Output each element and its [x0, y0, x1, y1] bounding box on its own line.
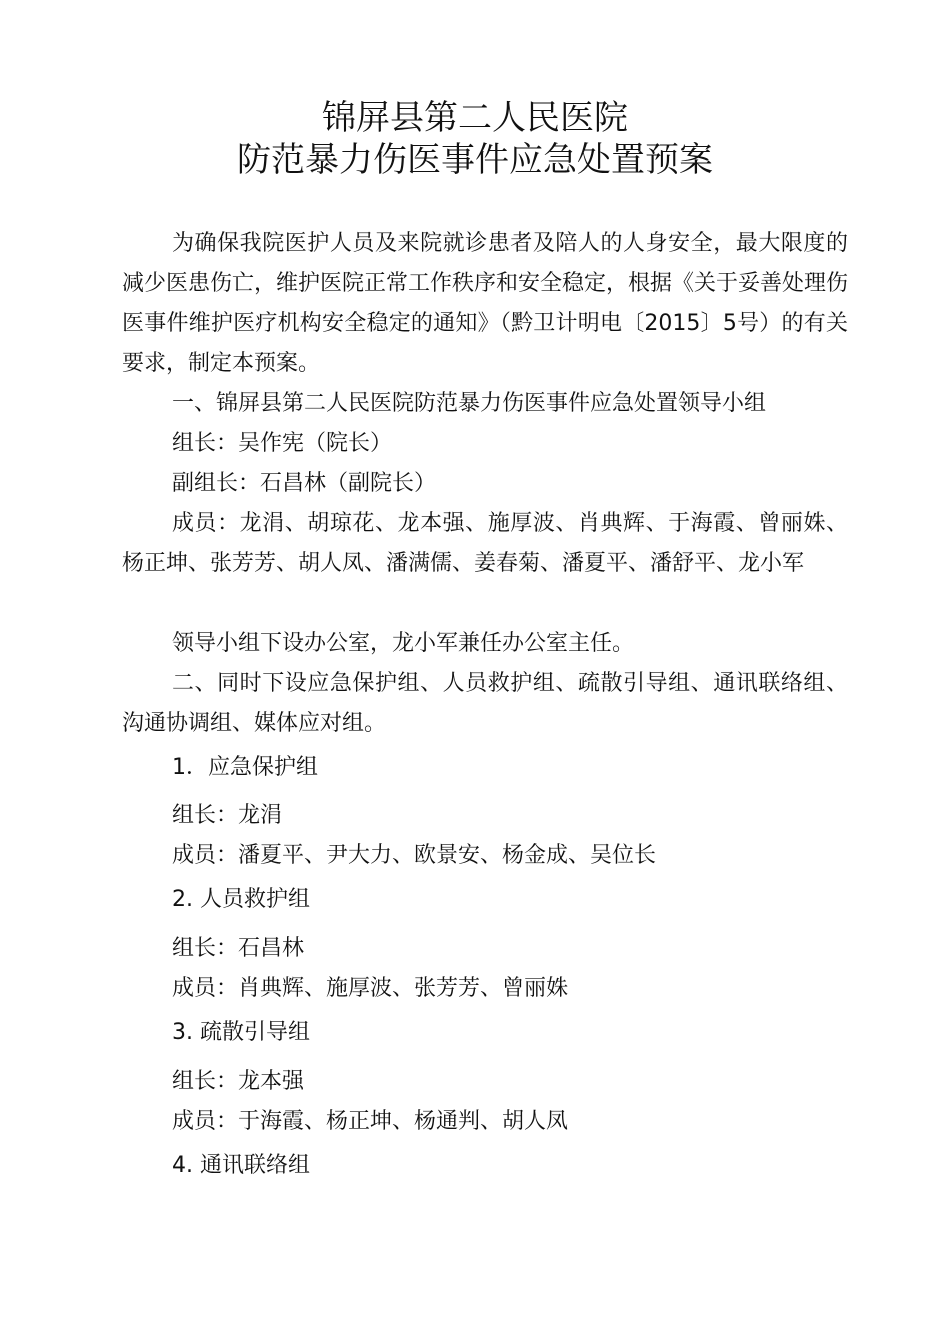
- deputy-leader-line: 副组长：石昌林（副院长）: [172, 471, 437, 496]
- group-3-members: 成员：于海霞、杨正坤、杨通判、胡人凤: [172, 1109, 569, 1134]
- office-line: 领导小组下设办公室，龙小军兼任办公室主任。: [172, 631, 635, 656]
- group-3-leader: 组长：龙本强: [172, 1069, 305, 1094]
- group-2-title: 2. 人员救护组: [172, 887, 310, 912]
- group-2-leader: 组长：石昌林: [172, 936, 305, 961]
- group-1-members: 成员：潘夏平、尹大力、欧景安、杨金成、吴位长: [172, 843, 657, 868]
- document-title-line1: 锦屏县第二人民医院: [322, 98, 628, 138]
- section-2-paragraph: 二、同时下设应急保护组、人员救护组、疏散引导组、通讯联络组、沟通协调组、媒体应对组。: [122, 671, 848, 736]
- group-2-members: 成员：肖典辉、施厚波、张芳芳、曾丽姝: [172, 976, 569, 1001]
- intro-paragraph: 为确保我院医护人员及来院就诊患者及陪人的人身安全，最大限度的减少医患伤亡，维护医院正常工作秩序和安全稳定，根据《关于妥善处理伤医事件维护医疗机构安全稳定的通知》（黔卫计明电〔2015〕5号）的有关要求，制定本预案。: [122, 231, 849, 376]
- group-3-title: 3. 疏散引导组: [172, 1020, 310, 1045]
- leader-line: 组长：吴作宪（院长）: [172, 431, 393, 456]
- document-title-line2: 防范暴力伤医事件应急处置预案: [237, 140, 713, 180]
- section-1-heading: 一、锦屏县第二人民医院防范暴力伤医事件应急处置领导小组: [172, 391, 767, 416]
- group-4-title: 4. 通讯联络组: [172, 1153, 310, 1178]
- group-1-title: 1．应急保护组: [172, 755, 318, 780]
- members-paragraph: 成员：龙涓、胡琼花、龙本强、施厚波、肖典辉、于海霞、曾丽姝、杨正坤、张芳芳、胡人凤、潘满儒、姜春菊、潘夏平、潘舒平、龙小军: [122, 511, 848, 576]
- group-1-leader: 组长：龙涓: [172, 803, 283, 828]
